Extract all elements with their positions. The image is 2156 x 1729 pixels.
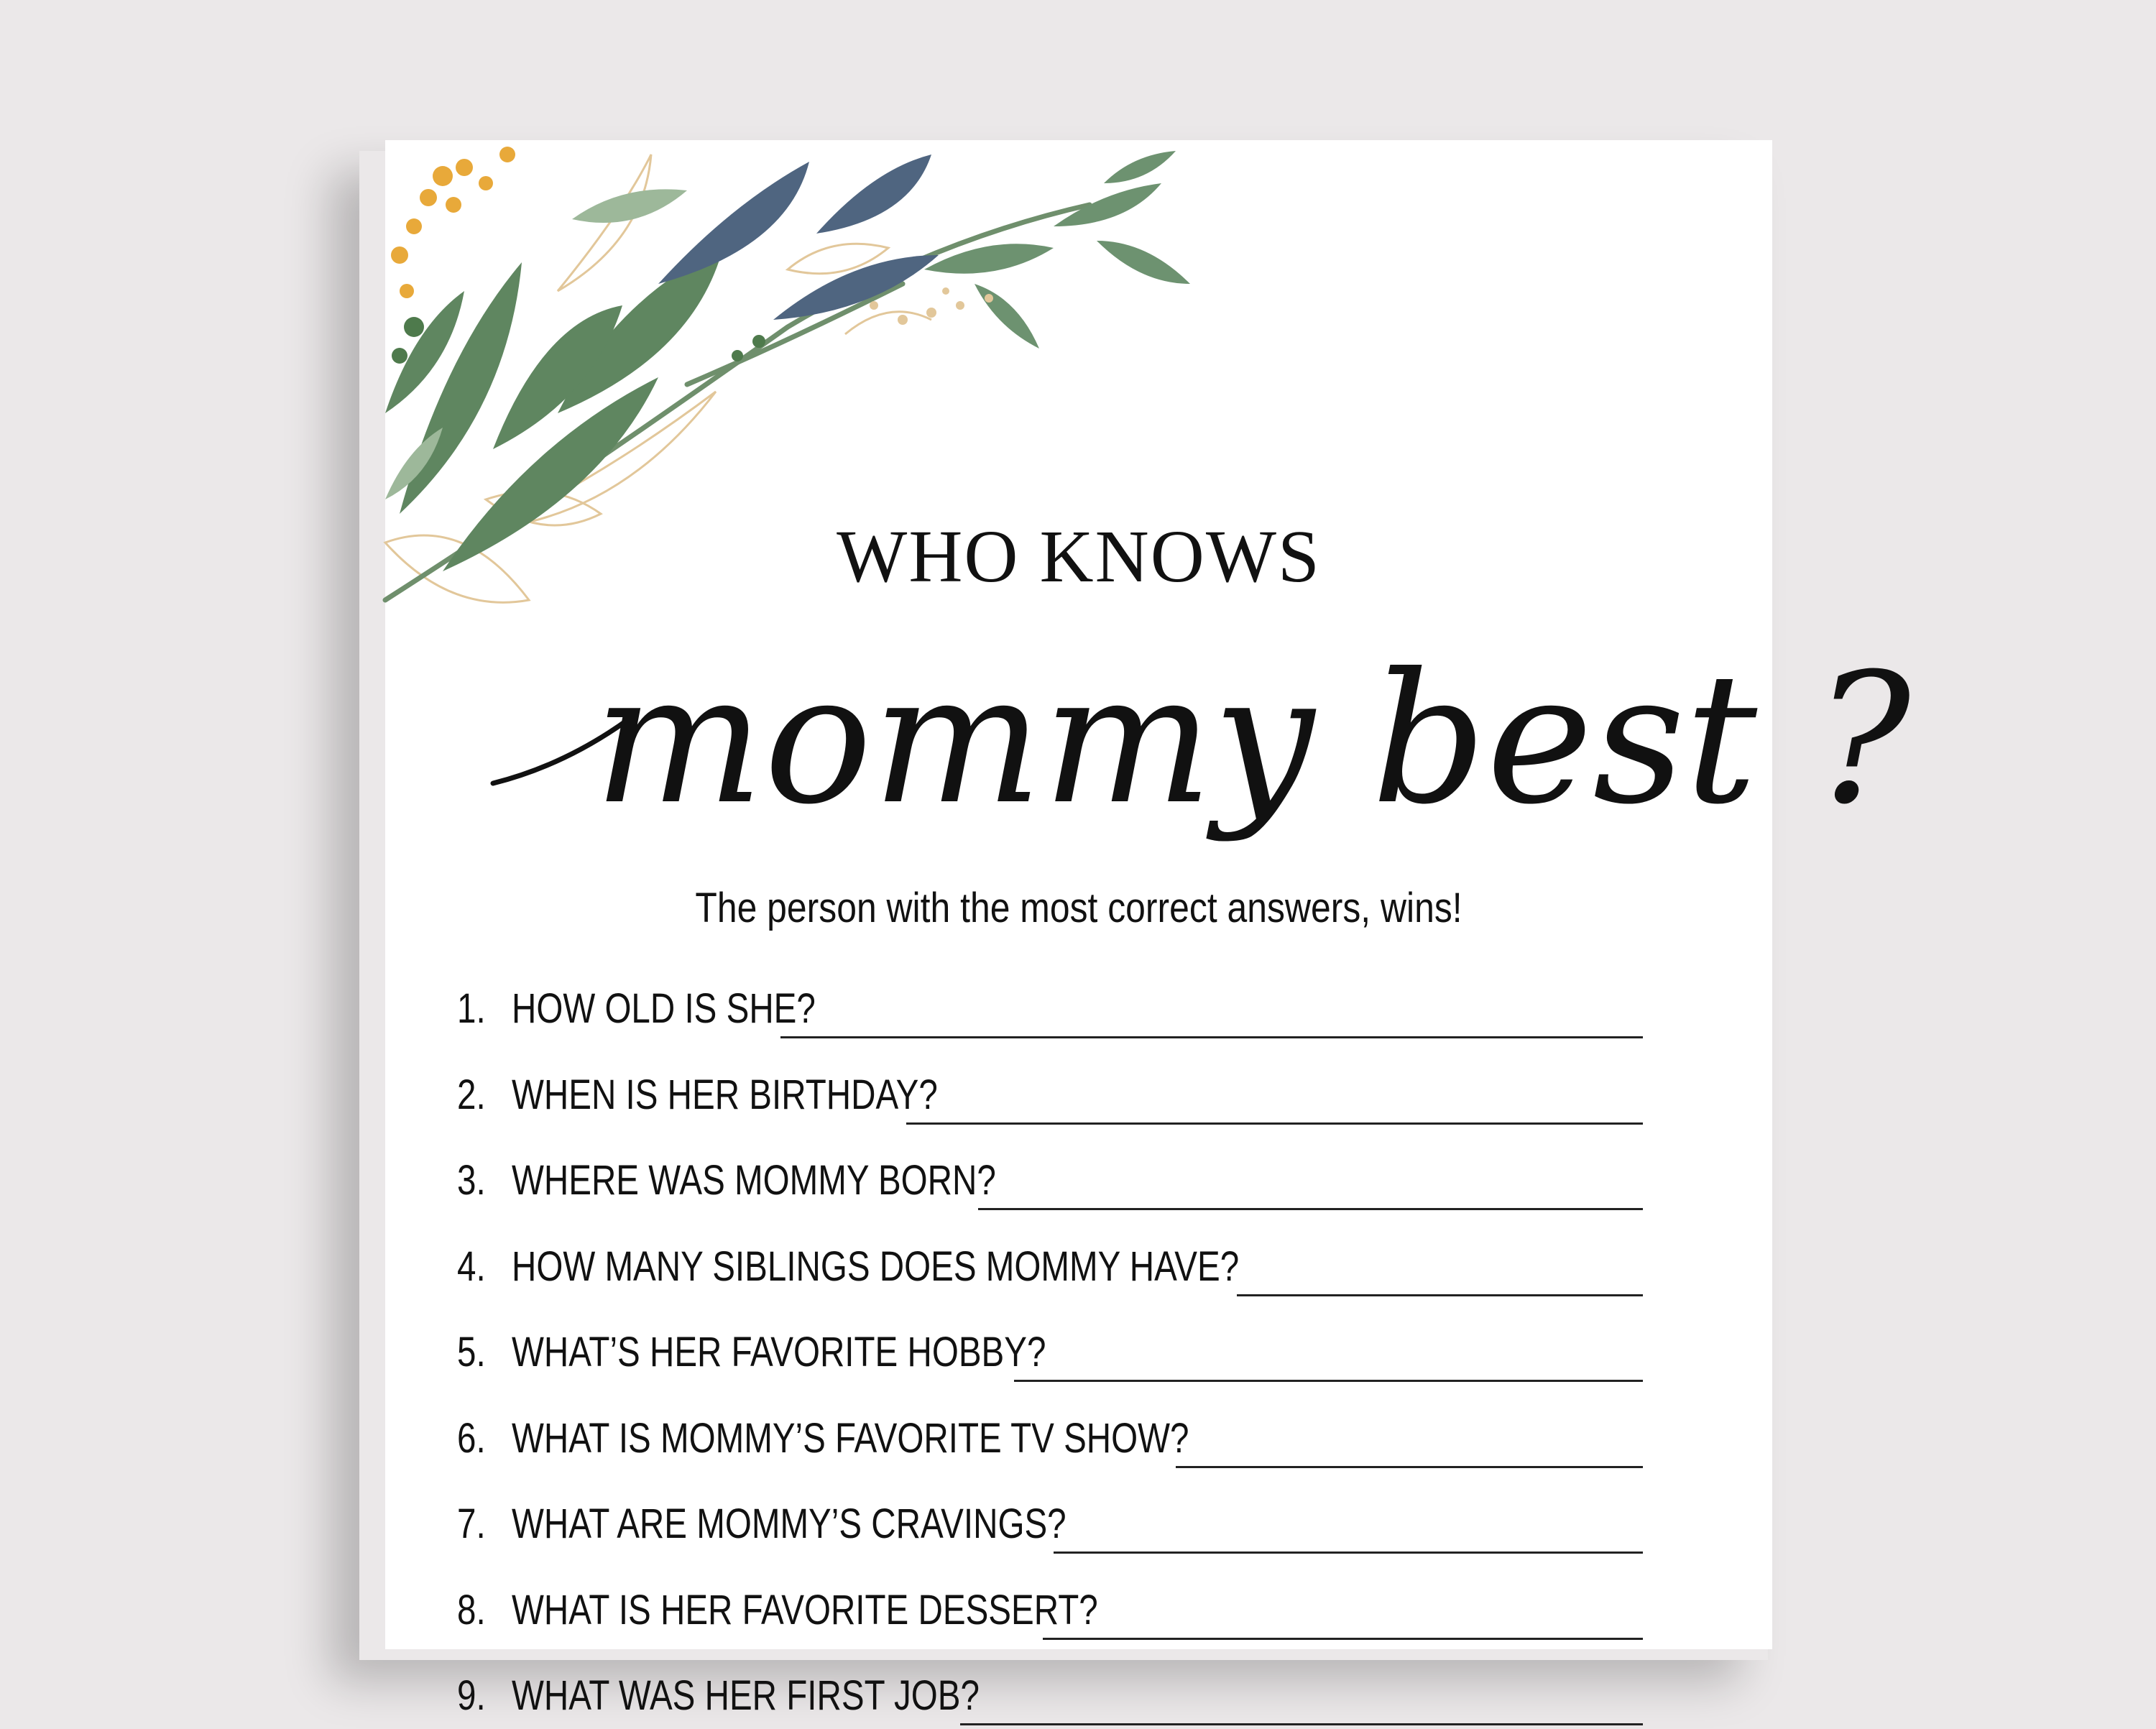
- question-7: [457, 1500, 1363, 1557]
- answer-line: [1043, 1638, 1643, 1640]
- question-3: [457, 1156, 1363, 1214]
- question-text: WHERE WAS MOMMY BORN?: [512, 1157, 996, 1204]
- question-number: 7.: [457, 1500, 486, 1547]
- question-1: [457, 985, 1363, 1042]
- question-text: WHEN IS HER BIRTHDAY?: [512, 1071, 938, 1118]
- answer-line: [1054, 1552, 1643, 1554]
- answer-line: [978, 1208, 1643, 1210]
- subtitle-instructions: The person with the most correct answers, wins!: [695, 885, 1462, 931]
- question-number: 6.: [457, 1415, 486, 1462]
- question-4: [457, 1242, 1363, 1300]
- answer-line: [906, 1122, 1643, 1125]
- answer-line: [1176, 1466, 1643, 1468]
- question-number: 2.: [457, 1071, 486, 1118]
- question-text: HOW MANY SIBLINGS DOES MOMMY HAVE?: [512, 1243, 1240, 1290]
- question-6: [457, 1414, 1363, 1472]
- question-9: [457, 1672, 1363, 1729]
- question-number: 9.: [457, 1672, 486, 1719]
- answer-line: [1237, 1294, 1643, 1296]
- title-script-mommy-best: [471, 586, 1911, 887]
- question-8: [457, 1586, 1363, 1643]
- answer-line: [780, 1036, 1643, 1038]
- question-5: [457, 1328, 1363, 1385]
- title-who-knows: WHO KNOWS: [837, 515, 1321, 598]
- question-text: WHAT ARE MOMMY’S CRAVINGS?: [512, 1500, 1067, 1547]
- title-script-text: mommy best ?: [594, 635, 1911, 844]
- question-text: WHAT IS HER FAVORITE DESSERT?: [512, 1587, 1098, 1633]
- question-number: 3.: [457, 1157, 486, 1204]
- question-number: 1.: [457, 985, 486, 1032]
- question-number: 4.: [457, 1243, 486, 1290]
- question-text: WHAT IS MOMMY’S FAVORITE TV SHOW?: [512, 1415, 1189, 1462]
- question-text: WHAT’S HER FAVORITE HOBBY?: [512, 1329, 1046, 1375]
- answer-line: [1014, 1380, 1643, 1382]
- printable-card: [385, 140, 1911, 1719]
- question-number: 8.: [457, 1587, 486, 1633]
- answer-line: [960, 1723, 1643, 1725]
- question-number: 5.: [457, 1329, 486, 1375]
- question-text: WHAT WAS HER FIRST JOB?: [512, 1672, 980, 1719]
- question-2: [457, 1071, 1363, 1128]
- question-text: HOW OLD IS SHE?: [512, 985, 816, 1032]
